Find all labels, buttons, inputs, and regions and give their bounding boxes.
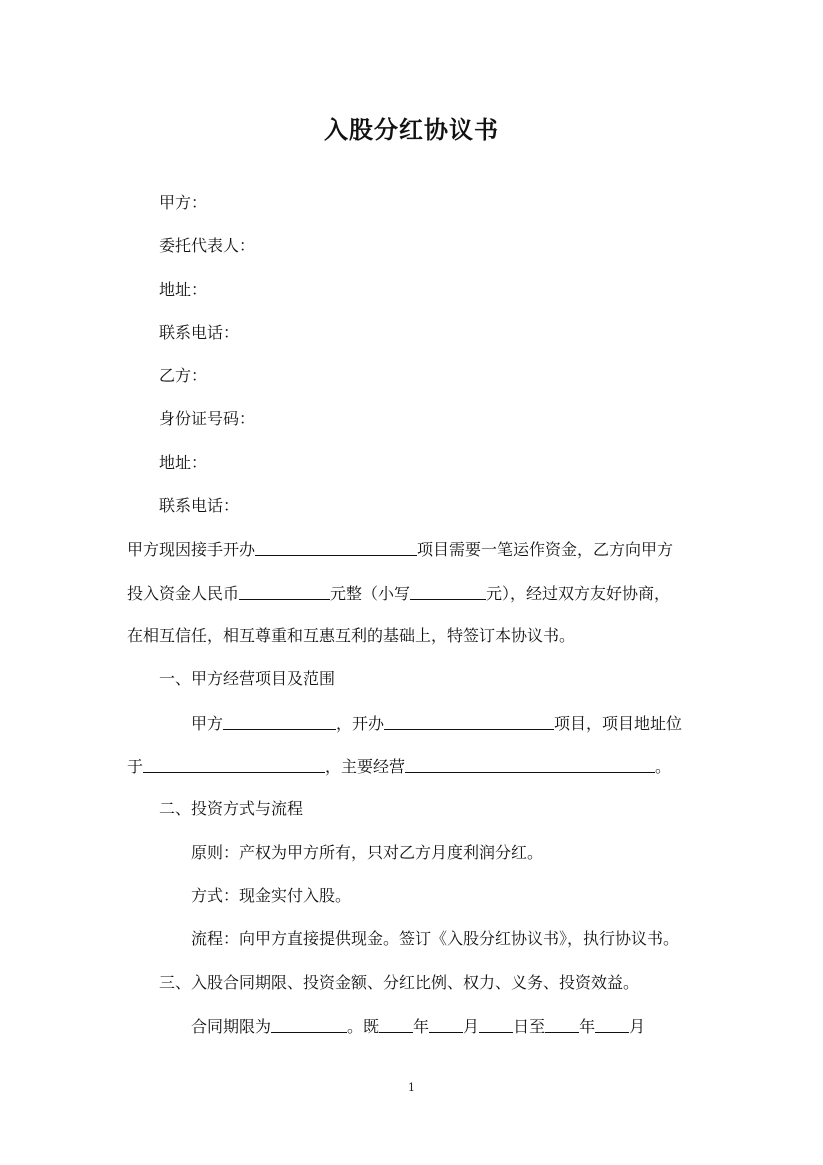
party-b-label: 乙方： bbox=[159, 366, 208, 385]
section-1-heading: 一、甲方经营项目及范围 bbox=[159, 669, 336, 688]
section-3-text: 年 bbox=[579, 1017, 596, 1036]
project-blank bbox=[384, 713, 554, 730]
start-year-blank bbox=[379, 1016, 413, 1033]
section-1-line-2 bbox=[127, 756, 671, 777]
section-3-term bbox=[191, 1016, 645, 1037]
main-business-blank bbox=[405, 756, 655, 773]
intro-text: 甲方现因接手开办 bbox=[127, 540, 256, 559]
end-year-blank bbox=[545, 1016, 579, 1033]
section-1-text: 于 bbox=[127, 757, 144, 776]
project-name-blank bbox=[255, 539, 417, 556]
intro-text: 元），经过双方友好协商， bbox=[486, 584, 671, 603]
section-3-text: 合同期限为 bbox=[191, 1017, 272, 1036]
intro-line-2 bbox=[127, 583, 670, 604]
section-2-principle: 原则：产权为甲方所有，只对乙方月度利润分红。 bbox=[191, 843, 544, 862]
section-1-text: ，主要经营 bbox=[325, 757, 406, 776]
section-3-heading: 三、入股合同期限、投资金额、分红比例、权力、义务、投资效益。 bbox=[159, 973, 640, 992]
party-b-address-label: 地址： bbox=[159, 453, 208, 472]
party-a-name-blank bbox=[223, 713, 336, 730]
section-2-process: 流程：向甲方直接提供现金。签订《入股分红协议书》，执行协议书。 bbox=[191, 929, 680, 948]
intro-line-1 bbox=[127, 539, 673, 560]
document-title: 入股分红协议书 bbox=[324, 115, 499, 144]
party-a-address-label: 地址： bbox=[159, 280, 208, 299]
section-1-text: ，开办 bbox=[336, 714, 385, 733]
section-1-line-1 bbox=[191, 713, 682, 734]
party-a-representative-label: 委托代表人： bbox=[159, 236, 256, 255]
intro-line-3: 在相互信任，相互尊重和互惠互利的基础上，特签订本协议书。 bbox=[127, 626, 576, 645]
project-address-blank bbox=[143, 756, 325, 773]
start-day-blank bbox=[479, 1016, 513, 1033]
section-3-text: 。既 bbox=[347, 1017, 380, 1036]
section-1-text: 。 bbox=[655, 757, 672, 776]
section-3-text: 月 bbox=[463, 1017, 480, 1036]
intro-text: 投入资金人民币 bbox=[127, 584, 240, 603]
party-a-label: 甲方： bbox=[159, 193, 208, 212]
section-3-text: 日至 bbox=[513, 1017, 546, 1036]
intro-text: 元整（小写 bbox=[330, 584, 411, 603]
start-month-blank bbox=[429, 1016, 463, 1033]
page-number: 1 bbox=[408, 1081, 415, 1094]
section-1-text: 项目，项目地址位 bbox=[554, 714, 683, 733]
party-a-phone-label: 联系电话： bbox=[159, 323, 240, 342]
section-3-text: 年 bbox=[413, 1017, 430, 1036]
intro-text: 项目需要一笔运作资金，乙方向甲方 bbox=[417, 540, 674, 559]
section-2-method: 方式：现金实付入股。 bbox=[191, 886, 352, 905]
section-3-text: 月 bbox=[629, 1017, 646, 1036]
term-blank bbox=[271, 1016, 347, 1033]
section-1-text: 甲方 bbox=[191, 714, 224, 733]
party-b-phone-label: 联系电话： bbox=[159, 496, 240, 515]
amount-words-blank bbox=[239, 583, 330, 600]
end-month-blank bbox=[595, 1016, 629, 1033]
section-2-heading: 二、投资方式与流程 bbox=[159, 799, 304, 818]
party-b-id-label: 身份证号码： bbox=[159, 409, 256, 428]
amount-figures-blank bbox=[410, 583, 486, 600]
